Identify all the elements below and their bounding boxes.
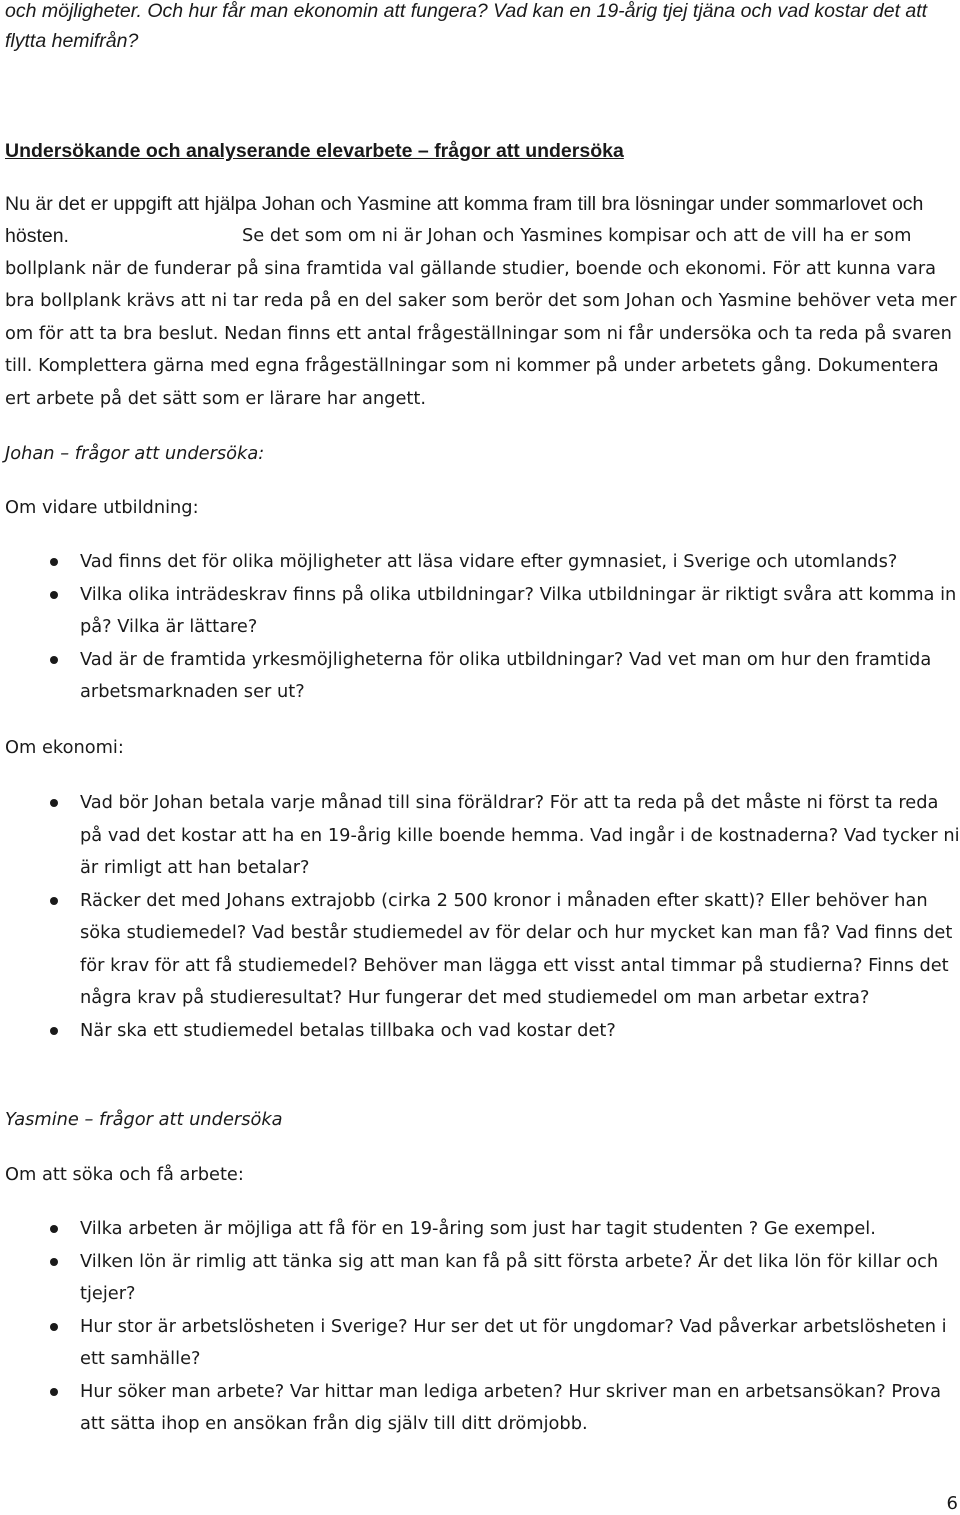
list-item — [5, 644, 960, 709]
list-item-text: Vilka arbeten är möjliga att få för en 19-åring som just har tagit studenten ? Ge exempel. — [80, 1218, 876, 1239]
work-heading: Om att söka och få arbete: — [5, 1164, 244, 1185]
list-item — [5, 1015, 960, 1048]
education-heading: Om vidare utbildning: — [5, 497, 199, 518]
work-question-list — [5, 1213, 960, 1441]
section-heading: Undersökande och analyserande elevarbete – frågor att undersöka — [5, 140, 624, 162]
list-item — [5, 579, 960, 644]
economy-heading: Om ekonomi: — [5, 737, 124, 758]
bullet-icon — [50, 656, 58, 664]
bullet-icon — [50, 558, 58, 566]
bullet-icon — [50, 799, 58, 807]
list-item — [5, 1246, 960, 1311]
education-question-list — [5, 546, 960, 709]
list-item-text: Räcker det med Johans extrajobb (cirka 2 500 kronor i månaden efter skatt)? Eller behöver han söka studiemedel? Vad består studiemedel av för delar och hur mycket kan man få? Vad finns det för krav för att få studiemedel? Behöver man lägga ett visst antal timmar på studierna? Finns det några krav på studieresultat? Hur fungerar det med studiemedel om man arbetar extra? — [80, 889, 953, 1008]
list-item — [5, 546, 960, 579]
economy-question-list — [5, 787, 960, 1047]
list-item-text: Vilken lön är rimlig att tänka sig att man kan få på sitt första arbete? Är det lika lön för killar och tjejer? — [80, 1250, 939, 1304]
list-item-text: Hur söker man arbete? Var hittar man lediga arbeten? Hur skriver man en arbetsansökan? Prova att sätta ihop en ansökan från dig själv till ditt drömjobb. — [80, 1380, 942, 1434]
list-item-text: När ska ett studiemedel betalas tillbaka och vad kostar det? — [80, 1019, 616, 1041]
bullet-icon — [50, 591, 58, 599]
bullet-icon — [50, 897, 58, 905]
bullet-icon — [50, 1388, 58, 1396]
page-number: 6 — [946, 1493, 958, 1514]
yasmine-heading: Yasmine – frågor att undersöka — [5, 1109, 283, 1130]
list-item — [5, 885, 960, 1015]
list-item-text: Hur stor är arbetslösheten i Sverige? Hur ser det ut för ungdomar? Vad påverkar arbetslösheten i ett samhälle? — [80, 1315, 947, 1369]
list-item-text: Vad bör Johan betala varje månad till sina föräldrar? För att ta reda på det måste ni först ta reda på vad det kostar att ha en 19-årig kille boende hemma. Vad ingår i de kostnaderna? Vad tycker ni är rimligt att han betalar? — [80, 792, 960, 878]
section-lead-text: Nu är det er uppgift att hjälpa Johan och Yasmine att komma fram till bra lösningar under sommarlovet och hösten. — [5, 193, 924, 247]
section-body-text — [5, 220, 960, 415]
johan-heading: Johan – frågor att undersöka: — [5, 443, 265, 464]
list-item — [5, 1311, 960, 1376]
bullet-icon — [50, 1323, 58, 1331]
list-item-text: Vilka olika inträdeskrav finns på olika utbildningar? Vilka utbildningar är riktigt svåra att komma in på? Vilka är lättare? — [80, 583, 957, 637]
list-item — [5, 1213, 960, 1246]
list-item — [5, 1376, 960, 1441]
bullet-icon — [50, 1225, 58, 1233]
bullet-icon — [50, 1027, 58, 1035]
list-item-text: Vad finns det för olika möjligheter att läsa vidare efter gymnasiet, i Sverige och utomlands? — [80, 551, 898, 572]
list-item — [5, 787, 960, 885]
section-body-content: Se det som om ni är Johan och Yasmines kompisar och att de vill ha er som bollplank när de funderar på sina framtida val gällande studier, boende och ekonomi. För att kunna vara bra bollplank krävs att ni tar reda på en del saker som berör det som Johan och Yasmine behöver veta mer om för att ta bra beslut. Nedan finns ett antal frågeställningar som ni får undersöka och ta reda på svaren till. Komplettera gärna med egna frågeställningar som ni kommer på under arbetets gång. Dokumentera ert arbete på det sätt som er lärare har angett. — [5, 225, 957, 409]
intro-paragraph: och möjligheter. Och hur får man ekonomin att fungera? Vad kan en 19-årig tjej tjäna och vad kostar det att flytta hemifrån? — [5, 0, 928, 52]
bullet-icon — [50, 1258, 58, 1266]
list-item-text: Vad är de framtida yrkesmöjligheterna för olika utbildningar? Vad vet man om hur den framtida arbetsmarknaden ser ut? — [80, 648, 932, 702]
